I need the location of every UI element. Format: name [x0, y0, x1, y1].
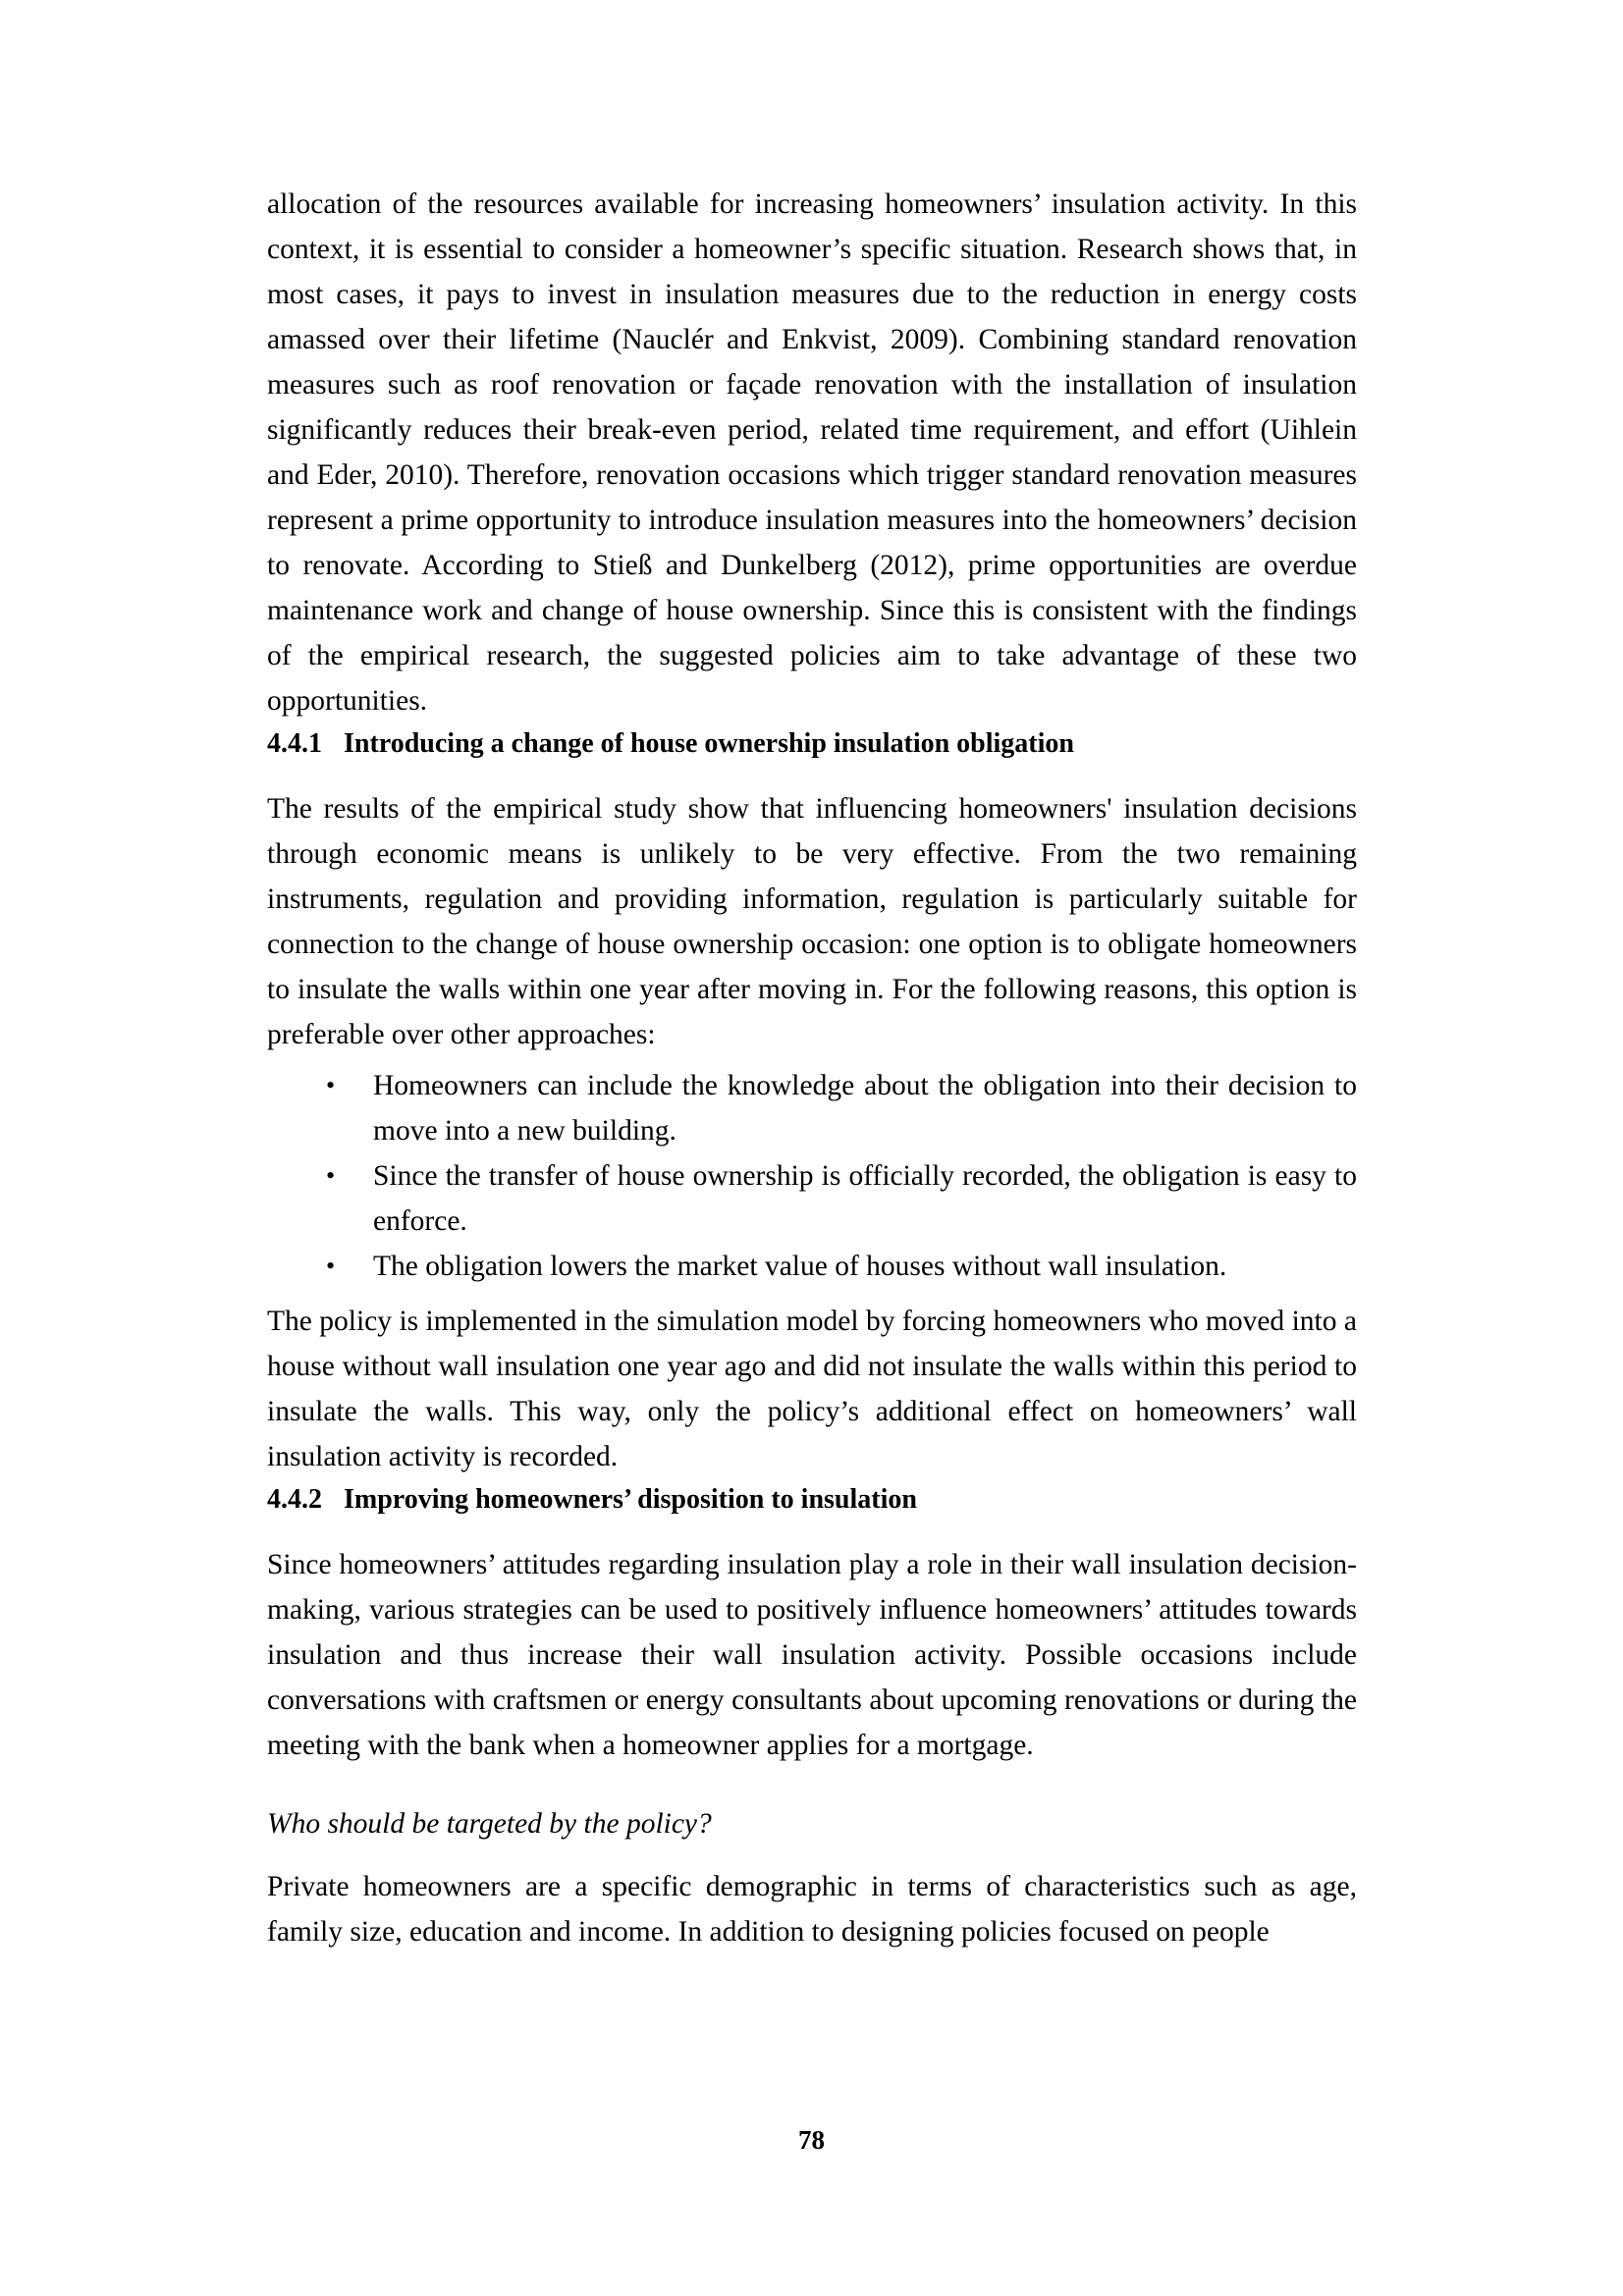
- heading-4-4-1-number: 4.4.1: [267, 728, 322, 759]
- list-item-text: Homeowners can include the knowledge about the obligation into their decision to move into a new building.: [373, 1070, 1357, 1147]
- bullet-icon: •: [326, 1071, 336, 1099]
- paragraph-4-4-2-body: Since homeowners’ attitudes regarding insulation play a role in their wall insulation decision-making, various strategies can be used to positively influence homeowners’ attitudes towards insulation and thus increase their wall insulation activity. Possible occasions include conversations with craftsmen or energy consultants about upcoming renovations or during the meeting with the bank when a homeowner applies for a mortgage.: [267, 1549, 1357, 1761]
- heading-4-4-2-text: Improving homeowners’ disposition to insulation: [344, 1484, 917, 1515]
- page-content: [267, 182, 1357, 1954]
- paragraph-4-4-1-body: The results of the empirical study show that influencing homeowners' insulation decisions through economic means is unlikely to be very effective. From the two remaining instruments, regulation and providing information, regulation is particularly suitable for connection to the change of house ownership occasion: one option is to obligate homeowners to insulate the walls within one year after moving in. For the following reasons, this option is preferable over other approaches:: [267, 793, 1357, 1050]
- bullet-icon: •: [326, 1252, 336, 1280]
- paragraph-intro: allocation of the resources available for increasing homeowners’ insulation activity. In this context, it is essential to consider a homeowner’s specific situation. Research shows that, in most cases, it pays to invest in insulation measures due to the reduction in energy costs amassed over their lifetime (Nauclér and Enkvist, 2009). Combining standard renovation measures such as roof renovation or façade renovation with the installation of insulation significantly reduces their break-even period, related time requirement, and effort (Uihlein and Eder, 2010). Therefore, renovation occasions which trigger standard renovation measures represent a prime opportunity to introduce insulation measures into the homeowners’ decision to renovate. According to Stieß and Dunkelberg (2012), prime opportunities are overdue maintenance work and change of house ownership. Since this is consistent with the findings of the empirical research, the suggested policies aim to take advantage of these two opportunities.: [267, 188, 1357, 717]
- bullet-icon: •: [326, 1161, 336, 1190]
- heading-4-4-2: [267, 1479, 1357, 1521]
- page-number: 78: [798, 2125, 825, 2155]
- paragraph-4-4-2-last: Private homeowners are a specific demographic in terms of characteristics such as age, family size, education and income. In addition to designing policies focused on people: [267, 1871, 1357, 1948]
- bullet-list-4-4-1: [267, 1063, 1357, 1289]
- list-item-text: The obligation lowers the market value of houses without wall insulation.: [373, 1251, 1227, 1282]
- list-item: [267, 1153, 1357, 1244]
- list-item: [267, 1244, 1357, 1289]
- heading-4-4-1-text: Introducing a change of house ownership insulation obligation: [344, 728, 1074, 759]
- paragraph-4-4-2-question: Who should be targeted by the policy?: [267, 1808, 712, 1840]
- heading-4-4-1: [267, 723, 1357, 765]
- list-item-text: Since the transfer of house ownership is officially recorded, the obligation is easy to enforce.: [373, 1160, 1357, 1237]
- list-item: [267, 1063, 1357, 1153]
- heading-4-4-2-number: 4.4.2: [267, 1484, 322, 1515]
- paragraph-4-4-1-after-list: The policy is implemented in the simulation model by forcing homeowners who moved into a house without wall insulation one year ago and did not insulate the walls within this period to insulate the walls. This way, only the policy’s additional effect on homeowners’ wall insulation activity is recorded.: [267, 1306, 1357, 1472]
